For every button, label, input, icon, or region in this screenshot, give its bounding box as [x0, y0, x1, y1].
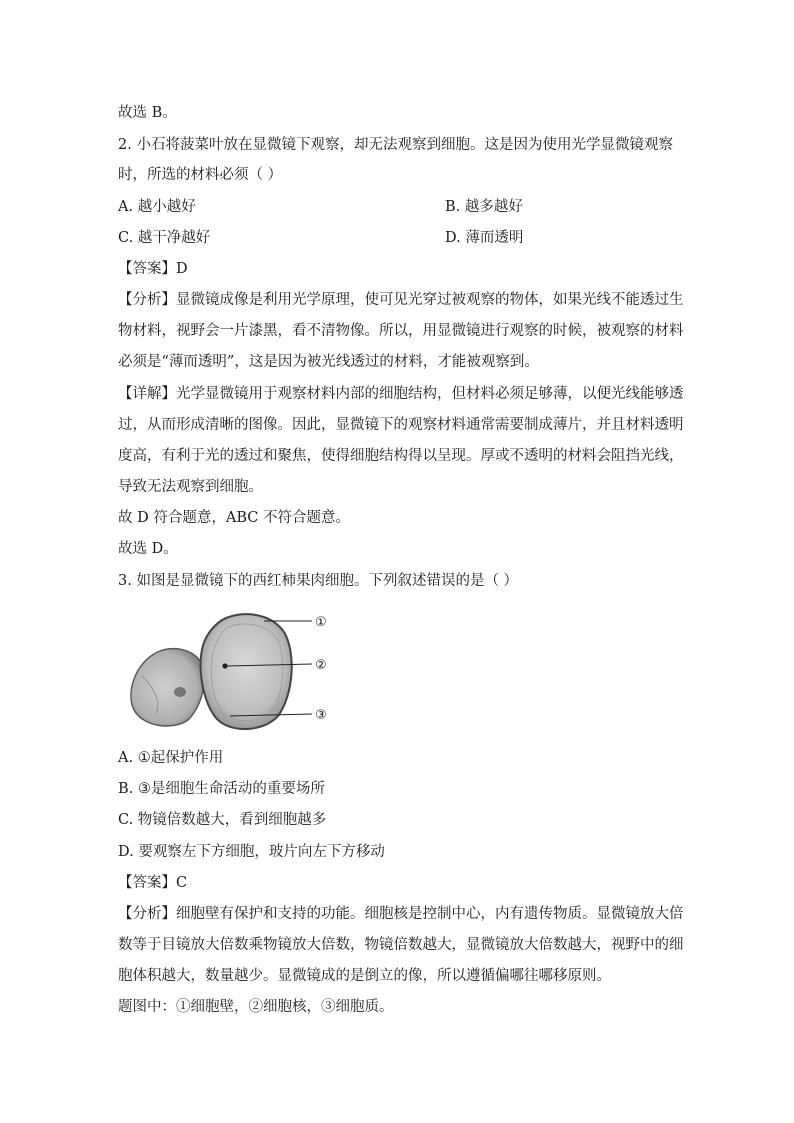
- q2-answer: 【答案】D: [118, 261, 188, 277]
- q1-conclusion: 故选 B。: [118, 105, 177, 121]
- q2-option-a: A. 越小越好: [118, 199, 196, 215]
- q3-option-a: A. ①起保护作用: [118, 750, 224, 766]
- q3-analysis-line: 【分析】细胞壁有保护和支持的功能。细胞核是控制中心，内有遗传物质。显微镜放大倍: [118, 906, 684, 922]
- q3-option-b: B. ③是细胞生命活动的重要场所: [118, 781, 325, 797]
- q2-detail-line: 过，从而形成清晰的图像。因此，显微镜下的观察材料通常需要制成薄片，并且材料透明: [118, 417, 684, 433]
- q2-option-c: C. 越干净越好: [118, 230, 211, 246]
- q2-analysis-line: 【分析】显微镜成像是利用光学原理，使可见光穿过被观察的物体，如果光线不能透过生: [118, 292, 684, 308]
- q3-option-c: C. 物镜倍数越大，看到细胞越多: [118, 812, 327, 828]
- figure-label-1: ①: [315, 615, 327, 630]
- q2-option-d: D. 薄而透明: [445, 230, 524, 246]
- q2-stem-line1: 2. 小石将菠菜叶放在显微镜下观察，却无法观察到细胞。这是因为使用光学显微镜观察: [118, 137, 673, 153]
- q2-conclusion: 故 D 符合题意，ABC 不符合题意。: [118, 510, 350, 526]
- q2-analysis-line: 物材料，视野会一片漆黑，看不清物像。所以，用显微镜进行观察的时候，被观察的材料: [118, 323, 684, 339]
- q2-choose: 故选 D。: [118, 541, 178, 557]
- figure-label-2: ②: [315, 658, 327, 673]
- q3-analysis-line: 胞体积越大，数量越少。显微镜成的是倒立的像，所以遵循偏哪往哪移原则。: [118, 968, 611, 984]
- q3-option-d: D. 要观察左下方细胞，玻片向左下方移动: [118, 844, 385, 860]
- q2-analysis-line: 必须是“薄而透明”，这是因为被光线透过的材料，才能被观察到。: [118, 354, 539, 370]
- figure-label-3: ③: [315, 708, 327, 723]
- main-cell: [201, 614, 292, 729]
- q3-figure-note: 题图中：①细胞壁，②细胞核，③细胞质。: [118, 999, 394, 1015]
- tomato-cell-figure: [122, 606, 347, 736]
- q3-answer: 【答案】C: [118, 875, 188, 891]
- q2-option-b: B. 越多越好: [445, 199, 523, 215]
- q3-analysis-line: 数等于目镜放大倍数乘物镜放大倍数，物镜倍数越大，显微镜放大倍数越大，视野中的细: [118, 937, 684, 953]
- left-cell: [131, 649, 204, 726]
- q2-detail-line: 导致无法观察到细胞。: [118, 479, 263, 495]
- q2-stem-line2: 时，所选的材料必须（ ）: [118, 167, 283, 183]
- q3-stem: 3. 如图是显微镜下的西红柿果肉细胞。下列叙述错误的是（ ）: [118, 573, 519, 589]
- q2-detail-line: 度高，有利于光的透过和聚焦，使得细胞结构得以呈现。厚或不透明的材料会阻挡光线，: [118, 448, 684, 464]
- q2-detail-line: 【详解】光学显微镜用于观察材料内部的细胞结构，但材料必须足够薄，以便光线能够透: [118, 386, 684, 402]
